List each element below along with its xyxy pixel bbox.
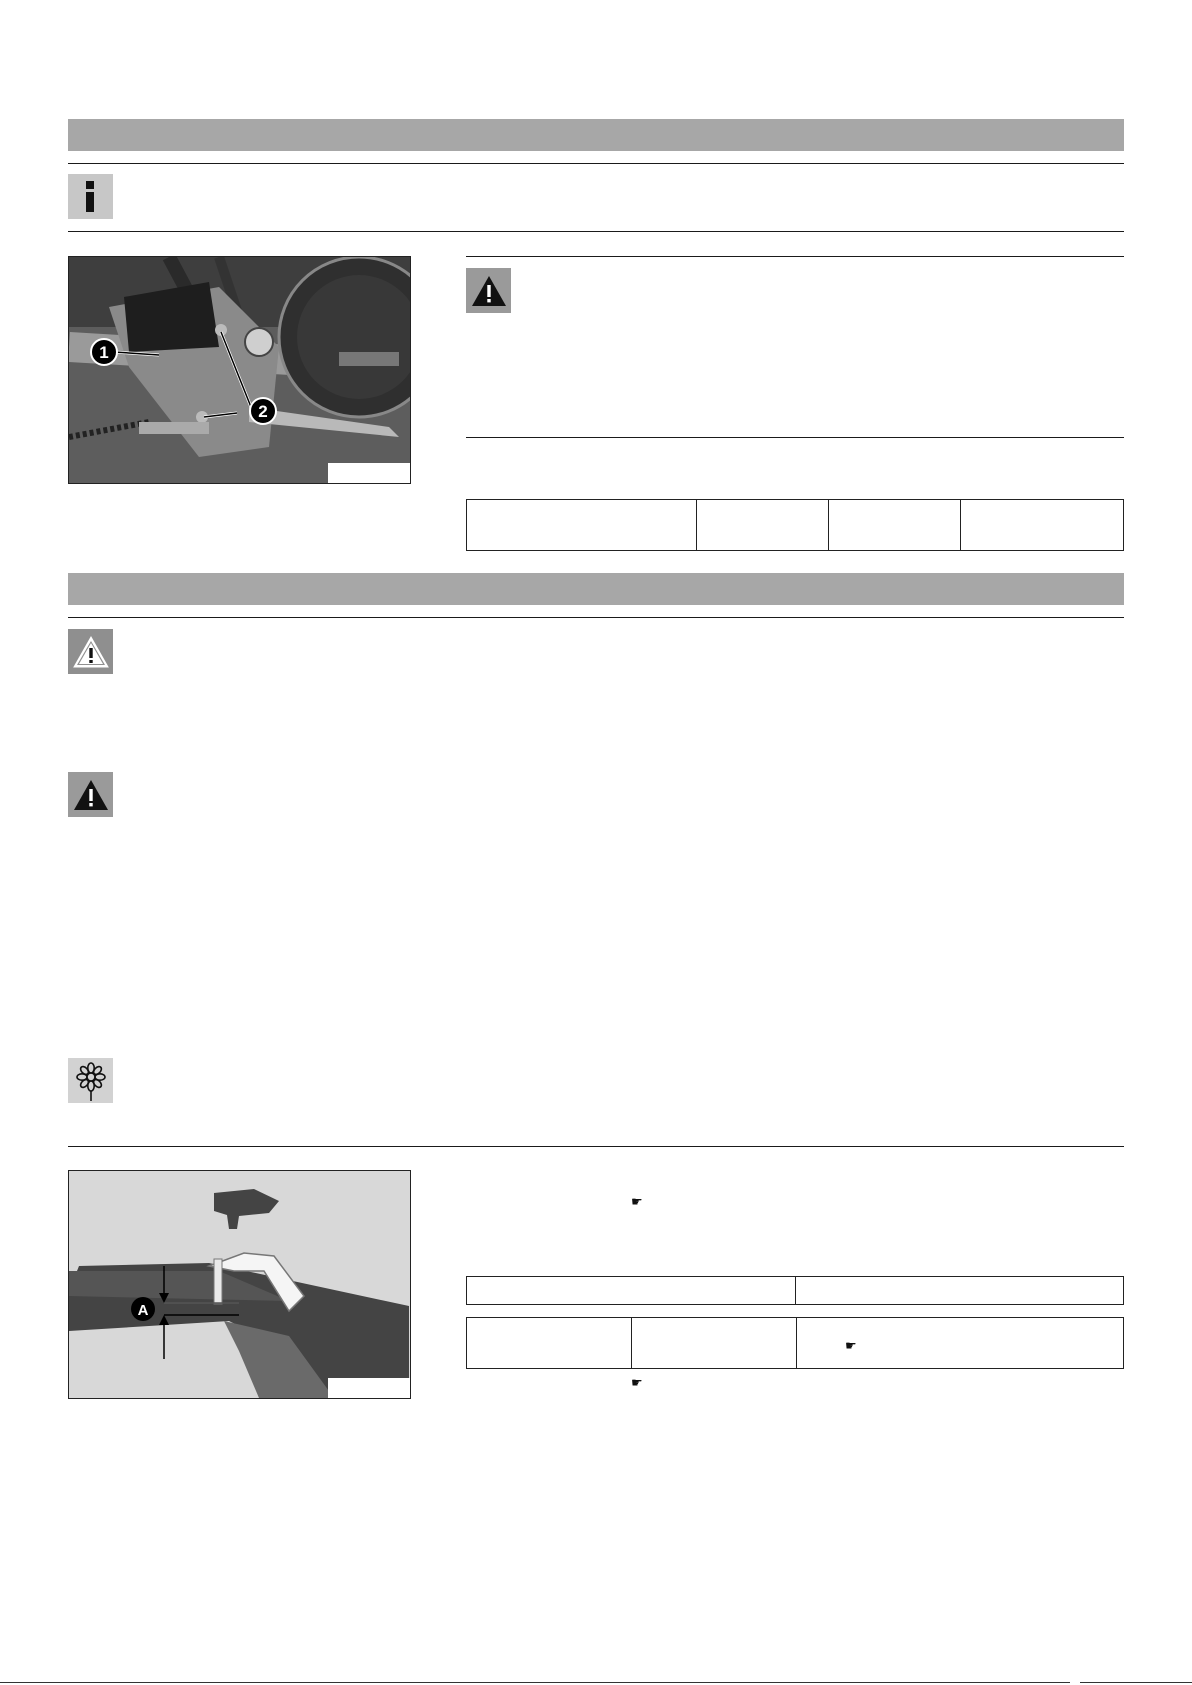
divider: [68, 163, 1124, 164]
divider: [68, 617, 1124, 618]
table-cell: [467, 500, 697, 551]
measurement-table: [466, 1317, 1124, 1369]
table-cell: [796, 1277, 1124, 1305]
divider: [68, 231, 1124, 232]
pointing-hand-icon: ☛: [845, 1339, 857, 1354]
callout-2: 2: [258, 402, 268, 421]
info-icon: [68, 174, 113, 219]
measurement-header-table: [466, 1276, 1124, 1305]
divider: [466, 437, 1124, 438]
table-cell: [467, 1277, 796, 1305]
table-row: [467, 500, 1124, 551]
table-row: [467, 1318, 1124, 1369]
pointing-hand-icon: ☛: [631, 1195, 643, 1210]
divider: [68, 1146, 1124, 1147]
divider: [466, 256, 1124, 257]
callout-a: A: [137, 1302, 149, 1319]
table-cell: [467, 1318, 632, 1369]
figure-id-label: [328, 463, 410, 483]
figure-id-label: [328, 1378, 410, 1398]
section-header-bar-2: [68, 573, 1124, 605]
warning-triangle-icon: [68, 629, 113, 674]
pointing-hand-icon: ☛: [631, 1376, 643, 1391]
table-cell: [797, 1318, 1124, 1369]
table-cell: [697, 500, 829, 551]
callout-1: 1: [99, 343, 109, 362]
table-cell: [632, 1318, 797, 1369]
flower-icon: [68, 1058, 113, 1103]
table-cell: [961, 500, 1124, 551]
table-row: [467, 1277, 1124, 1305]
specification-table: [466, 499, 1124, 551]
footrest-bracket-photo: [68, 256, 411, 484]
chain-guide-photo: [68, 1170, 411, 1399]
section-header-bar-1: [68, 119, 1124, 151]
footer-rule: [1080, 1682, 1192, 1683]
warning-triangle-icon: [466, 268, 511, 313]
footer-rule: [0, 1682, 1070, 1683]
table-cell: [829, 500, 961, 551]
warning-triangle-icon: [68, 772, 113, 817]
